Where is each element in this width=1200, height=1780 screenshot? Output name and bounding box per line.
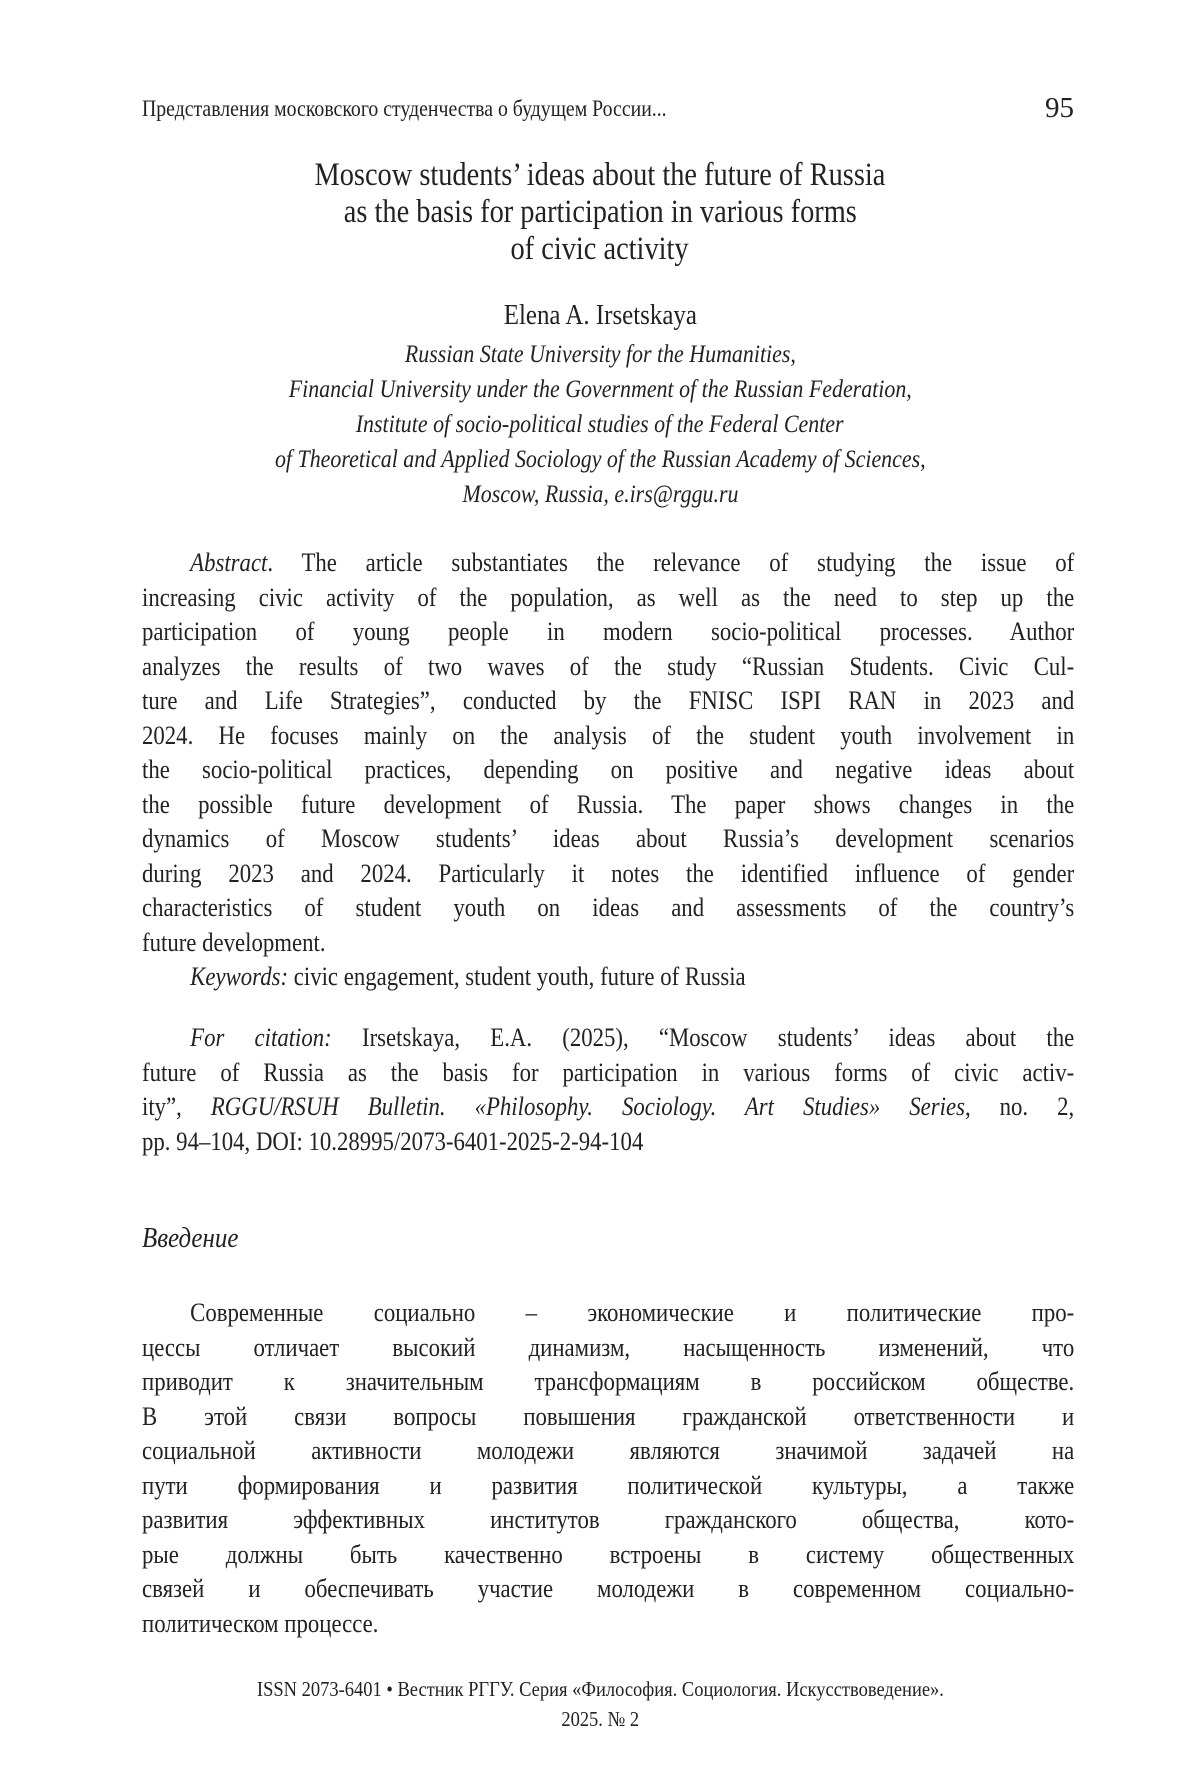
text-line: пути формирования и развития политической культуры, а также bbox=[142, 1468, 1074, 1503]
text-line: future development. bbox=[142, 925, 1074, 960]
title-text: of civic activity bbox=[511, 231, 689, 268]
affiliation-line bbox=[0, 441, 1200, 476]
text-line: participation of young people in modern socio-political processes. Author bbox=[142, 614, 1074, 649]
text-line: развития эффективных институтов гражданского общества, кото- bbox=[142, 1502, 1074, 1537]
article-title-line bbox=[0, 157, 1200, 194]
author-name bbox=[0, 299, 1200, 332]
italic-segment: RGGU/RSUH Bulletin. «Philosophy. Sociology. Art Studies» Series bbox=[211, 1091, 965, 1121]
affiliation-text: Moscow, Russia, e.irs@rggu.ru bbox=[462, 476, 738, 511]
title-text: as the basis for participation in various forms bbox=[343, 194, 856, 231]
page-number: 95 bbox=[1045, 92, 1074, 125]
italic-segment: For citation: bbox=[190, 1022, 332, 1052]
text-line: В этой связи вопросы повышения гражданской ответственности и bbox=[142, 1399, 1074, 1434]
text-line: characteristics of student youth on ideas and assessments of the country’s bbox=[142, 890, 1074, 925]
article-title-line bbox=[0, 194, 1200, 231]
text-line bbox=[142, 959, 1074, 994]
footer-text: ISSN 2073-6401 • Вестник РГГУ. Серия «Философия. Социология. Искусствоведение». bbox=[256, 1677, 943, 1702]
running-title: Представления московского студенчества о будущем России... bbox=[142, 96, 667, 122]
keywords bbox=[142, 959, 1074, 994]
affiliation-line bbox=[0, 371, 1200, 406]
affiliation-text: Russian State University for the Humanities, bbox=[404, 336, 795, 371]
affiliation-line bbox=[0, 476, 1200, 511]
running-header bbox=[142, 92, 1074, 126]
text-segment: Irsetskaya, E.A. (2025), “Moscow students’ ideas about the bbox=[332, 1022, 1074, 1052]
text-segment: ity”, bbox=[142, 1091, 211, 1121]
abstract bbox=[142, 545, 1074, 959]
citation bbox=[142, 1020, 1074, 1158]
text-line: dynamics of Moscow students’ ideas about Russia’s development scenarios bbox=[142, 821, 1074, 856]
affiliation-text: of Theoretical and Applied Sociology of the Russian Academy of Sciences, bbox=[275, 441, 926, 476]
text-line: the socio-political practices, depending on positive and negative ideas about bbox=[142, 752, 1074, 787]
author-text: Elena A. Irsetskaya bbox=[503, 299, 696, 332]
italic-segment: Keywords: bbox=[190, 961, 288, 991]
text-line bbox=[142, 1020, 1074, 1055]
text-line: цессы отличает высокий динамизм, насыщенность изменений, что bbox=[142, 1330, 1074, 1365]
footer-journal bbox=[0, 1677, 1200, 1702]
article-title-line bbox=[0, 231, 1200, 268]
affiliation-line bbox=[0, 406, 1200, 441]
affiliation-text: Financial University under the Government of the Russian Federation, bbox=[288, 371, 911, 406]
text-line: future of Russia as the basis for participation in various forms of civic activ- bbox=[142, 1055, 1074, 1090]
text-line: связей и обеспечивать участие молодежи в современном социально- bbox=[142, 1571, 1074, 1606]
text-line: Современные социально – экономические и политические про- bbox=[142, 1295, 1074, 1330]
text-line bbox=[142, 1089, 1074, 1124]
footer-text: 2025. № 2 bbox=[561, 1707, 639, 1732]
text-line: during 2023 and 2024. Particularly it notes the identified influence of gender bbox=[142, 856, 1074, 891]
italic-segment: Abstract bbox=[190, 547, 267, 577]
text-line: increasing civic activity of the population, as well as the need to step up the bbox=[142, 580, 1074, 615]
text-line: политическом процессе. bbox=[142, 1606, 1074, 1641]
footer-issue bbox=[0, 1707, 1200, 1732]
text-line: рые должны быть качественно встроены в систему общественных bbox=[142, 1537, 1074, 1572]
text-line: приводит к значительным трансформациям в российском обществе. bbox=[142, 1364, 1074, 1399]
text-line: the possible future development of Russia. The paper shows changes in the bbox=[142, 787, 1074, 822]
text-line bbox=[142, 545, 1074, 580]
intro-paragraph bbox=[142, 1295, 1074, 1640]
text-line: социальной активности молодежи являются значимой задачей на bbox=[142, 1433, 1074, 1468]
section-heading: Введение bbox=[142, 1222, 238, 1255]
text-segment: civic engagement, student youth, future of Russia bbox=[288, 961, 746, 991]
text-segment: . The article substantiates the relevance of studying the issue of bbox=[267, 547, 1074, 577]
text-segment: , no. 2, bbox=[965, 1091, 1074, 1121]
text-line: analyzes the results of two waves of the study “Russian Students. Civic Cul- bbox=[142, 649, 1074, 684]
text-line: pp. 94–104, DOI: 10.28995/2073-6401-2025-2-94-104 bbox=[142, 1124, 1074, 1159]
text-line: ture and Life Strategies”, conducted by the FNISC ISPI RAN in 2023 and bbox=[142, 683, 1074, 718]
affiliation-line bbox=[0, 336, 1200, 371]
affiliation-text: Institute of socio-political studies of the Federal Center bbox=[356, 406, 844, 441]
title-text: Moscow students’ ideas about the future of Russia bbox=[315, 157, 886, 194]
text-line: 2024. He focuses mainly on the analysis of the student youth involvement in bbox=[142, 718, 1074, 753]
